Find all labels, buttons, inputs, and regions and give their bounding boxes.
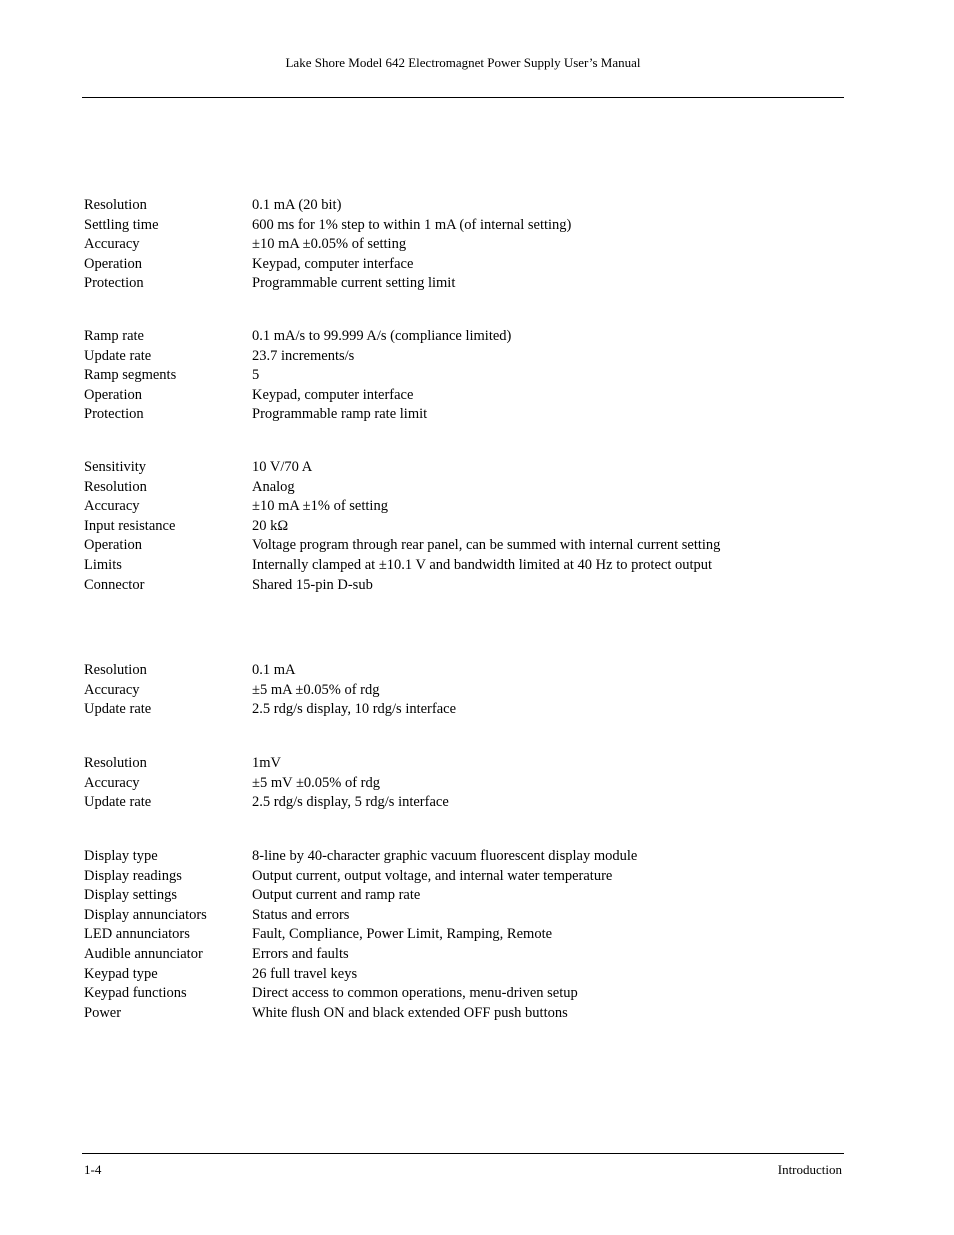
spec-row xyxy=(84,556,824,576)
spec-row xyxy=(84,847,824,867)
spec-row xyxy=(84,886,824,906)
spec-label: Operation xyxy=(84,537,142,554)
spec-row xyxy=(84,366,824,386)
spec-label: Protection xyxy=(84,275,144,292)
spec-label: Update rate xyxy=(84,701,152,718)
spec-label: Accuracy xyxy=(84,236,140,253)
spec-label: Display annunciators xyxy=(84,906,207,923)
spec-label: Display settings xyxy=(84,887,178,904)
spec-value: 0.1 mA/s to 99.999 A/s (compliance limited) xyxy=(252,328,512,344)
spec-row xyxy=(84,327,824,347)
spec-value: Internally clamped at ±10.1 V and bandwidth limited at 40 Hz to protect output xyxy=(252,556,713,573)
spec-label: Input resistance xyxy=(84,517,176,534)
spec-group-ramp xyxy=(84,327,824,425)
spec-value: ±10 mA ±0.05% of setting xyxy=(252,236,407,253)
spec-row xyxy=(84,965,824,985)
spec-label: Display type xyxy=(84,848,158,864)
spec-row xyxy=(84,906,824,926)
page-header-title: Lake Shore Model 642 Electromagnet Power Supply User’s Manual xyxy=(285,55,641,70)
spec-label: Update rate xyxy=(84,347,152,364)
spec-label: Resolution xyxy=(84,662,147,678)
spec-group-front-panel xyxy=(84,847,824,1023)
spec-value: 0.1 mA (20 bit) xyxy=(252,197,342,213)
spec-label: Limits xyxy=(84,556,122,573)
spec-row xyxy=(84,661,824,681)
spec-value: Status and errors xyxy=(252,906,350,923)
spec-value: Analog xyxy=(252,478,295,495)
spec-value: Programmable ramp rate limit xyxy=(252,406,428,423)
spec-row xyxy=(84,235,824,255)
spec-value: 23.7 increments/s xyxy=(252,347,355,364)
spec-label: Accuracy xyxy=(84,498,140,515)
spec-row xyxy=(84,536,824,556)
spec-value: ±10 mA ±1% of setting xyxy=(252,498,388,515)
spec-label: Settling time xyxy=(84,216,159,233)
spec-group-output-voltage-reading xyxy=(84,754,824,813)
spec-label: Resolution xyxy=(84,478,147,495)
header-rule xyxy=(82,97,844,98)
spec-label: Sensitivity xyxy=(84,459,147,475)
page-number: 1-4 xyxy=(84,1162,102,1177)
spec-value: Errors and faults xyxy=(252,945,349,962)
spec-row xyxy=(84,274,824,294)
spec-value: 0.1 mA xyxy=(252,662,296,678)
spec-group-output-current-reading xyxy=(84,661,824,720)
spec-row xyxy=(84,700,824,720)
spec-row xyxy=(84,925,824,945)
spec-value: 8-line by 40-character graphic vacuum fluorescent display module xyxy=(252,848,638,864)
spec-label: Resolution xyxy=(84,755,147,771)
spec-row xyxy=(84,347,824,367)
spec-label: Update rate xyxy=(84,794,152,811)
spec-label: Ramp rate xyxy=(84,328,144,344)
spec-value: Shared 15-pin D-sub xyxy=(252,576,373,593)
spec-value: ±5 mV ±0.05% of rdg xyxy=(252,774,381,791)
spec-label: Accuracy xyxy=(84,774,140,791)
spec-row xyxy=(84,196,824,216)
spec-label: Ramp segments xyxy=(84,367,177,384)
spec-row xyxy=(84,255,824,275)
spec-row xyxy=(84,867,824,887)
spec-value: ±5 mA ±0.05% of rdg xyxy=(252,681,380,698)
spec-label: Keypad type xyxy=(84,965,158,982)
spec-row xyxy=(84,984,824,1004)
spec-row xyxy=(84,216,824,236)
spec-row xyxy=(84,576,824,596)
spec-label: LED annunciators xyxy=(84,926,190,943)
spec-value: 2.5 rdg/s display, 5 rdg/s interface xyxy=(252,794,449,811)
spec-row xyxy=(84,793,824,813)
spec-value: 600 ms for 1% step to within 1 mA (of internal setting) xyxy=(252,216,572,233)
spec-row xyxy=(84,774,824,794)
spec-label: Protection xyxy=(84,406,144,423)
spec-value: Voltage program through rear panel, can be summed with internal current setting xyxy=(252,537,721,554)
spec-row xyxy=(84,1004,824,1024)
spec-group-external-program xyxy=(84,458,824,595)
spec-value: 5 xyxy=(252,367,260,384)
spec-value: 26 full travel keys xyxy=(252,965,358,982)
spec-value: 1mV xyxy=(252,755,281,771)
spec-row xyxy=(84,945,824,965)
spec-value: White flush ON and black extended OFF push buttons xyxy=(252,1004,568,1021)
spec-row xyxy=(84,754,824,774)
spec-row xyxy=(84,517,824,537)
spec-row xyxy=(84,681,824,701)
spec-value: 10 V/70 A xyxy=(252,459,313,475)
spec-row xyxy=(84,458,824,478)
spec-value: Fault, Compliance, Power Limit, Ramping, Remote xyxy=(252,926,553,943)
spec-label: Display readings xyxy=(84,867,182,884)
section-name: Introduction xyxy=(777,1162,842,1177)
spec-label: Resolution xyxy=(84,197,147,213)
spec-row xyxy=(84,386,824,406)
spec-label: Keypad functions xyxy=(84,985,187,1002)
spec-label: Connector xyxy=(84,576,145,593)
spec-value: Keypad, computer interface xyxy=(252,255,414,272)
spec-row xyxy=(84,405,824,425)
spec-value: Direct access to common operations, menu-driven setup xyxy=(252,985,578,1002)
spec-label: Accuracy xyxy=(84,681,140,698)
spec-value: Output current and ramp rate xyxy=(252,887,421,904)
spec-row xyxy=(84,497,824,517)
spec-row xyxy=(84,478,824,498)
spec-value: Output current, output voltage, and internal water temperature xyxy=(252,867,613,884)
spec-label: Operation xyxy=(84,386,142,403)
spec-value: 2.5 rdg/s display, 10 rdg/s interface xyxy=(252,701,457,718)
footer-rule xyxy=(82,1153,844,1154)
spec-value: Programmable current setting limit xyxy=(252,275,456,292)
spec-value: 20 kΩ xyxy=(252,517,289,534)
spec-value: Keypad, computer interface xyxy=(252,386,414,403)
spec-group-setting xyxy=(84,196,824,294)
spec-label: Operation xyxy=(84,255,142,272)
spec-label: Power xyxy=(84,1004,122,1021)
spec-label: Audible annunciator xyxy=(84,945,203,962)
